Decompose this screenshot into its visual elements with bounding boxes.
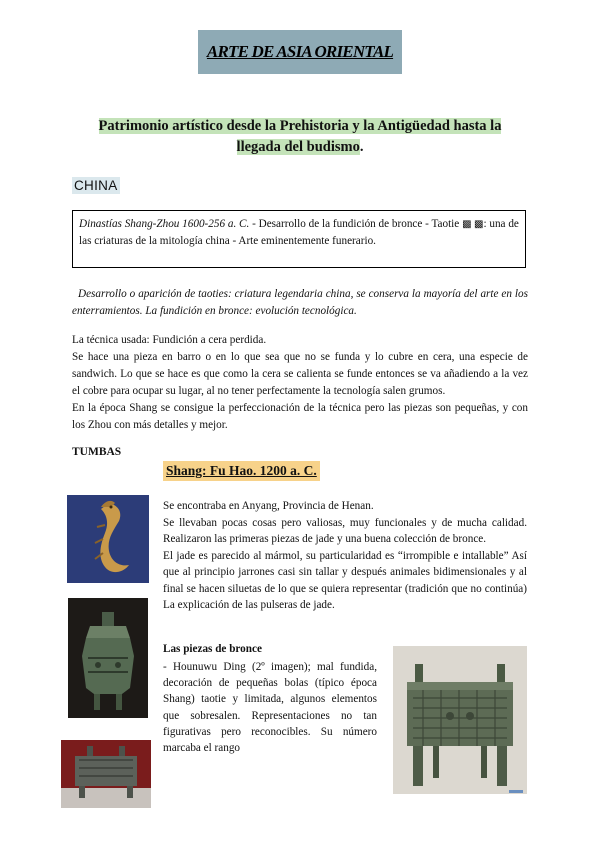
page-title: ARTE DE ASIA ORIENTAL	[206, 42, 394, 61]
technique-p1: La técnica usada: Fundición a cera perdida.	[72, 334, 267, 346]
taotie-icon: ▩ ▩	[462, 219, 484, 230]
bronze-vessel-image	[68, 598, 148, 718]
title-banner	[198, 30, 402, 74]
technique-p3: En la época Shang se consigue la perfeccionación de la técnica pero las piezas son pequeñas, y con los Zhou con más detalles y mejor.	[72, 402, 528, 431]
shang-p1: Se encontraba en Anyang, Provincia de Henan.	[163, 500, 374, 512]
bronze-ding-red-image	[61, 740, 151, 808]
technique-section	[72, 332, 528, 434]
dynasty-text-a: - Desarrollo de la fundición de bronce - Taotie	[249, 218, 463, 230]
dynasty-box	[72, 210, 526, 268]
shang-text	[163, 498, 527, 614]
jade-dragon-image	[67, 495, 149, 583]
subtitle-text: Patrimonio artístico desde la Prehistoria y la Antigüedad hasta la llegada del budismo	[98, 118, 502, 155]
intro-paragraph: Desarrollo o aparición de taoties: criatura legendaria china, se conserva la mayoría del arte en los enterramientos. La fundición en bronce: evolución tecnológica.	[72, 288, 528, 317]
section-heading-china: CHINA	[74, 178, 118, 193]
dynasty-text-b: : una de las criaturas de la mitología china - Arte eminentemente funerario.	[79, 218, 519, 247]
subtitle-end: .	[359, 139, 364, 155]
hounuwu-ding-image	[393, 646, 527, 794]
technique-p2: Se hace una pieza en barro o en lo que sea que no se funda y lo cubre en cera, una especie de sandwich. Lo que se hace es que como la cera se calienta se funde entonces se va añadiendo a la vez el cobre para ocupar su lugar, al no tener perfectamente la tecnología salen grumos.	[72, 351, 528, 397]
shang-p2: Se llevaban pocas cosas pero valiosas, muy funcionales y de mucha calidad. Realizaron las primeras piezas de jade y una buena colección de bronce.	[163, 516, 527, 545]
dynasty-name: Dinastías Shang-Zhou 1600-256 a. C.	[79, 218, 250, 230]
bronce-heading: Las piezas de bronce	[163, 643, 262, 655]
shang-heading: Shang: Fu Hao. 1200 a. C.	[163, 461, 320, 481]
tumbas-label: TUMBAS	[72, 446, 122, 458]
subtitle	[80, 116, 520, 158]
bronce-text: - Hounuwu Ding (2º imagen); mal fundida, decoración de pequeñas bolas (típico época Shang) taotie y limitada, algunos elementos que sobresalen. Representaciones no tan figurativas pero reconocibles. Su número marcaba el rango	[163, 661, 377, 755]
shang-p3: El jade es parecido al mármol, su particularidad es “irrompible e intallable” Así que al principio jarrones casi sin tallar y después animales bidimensionales y al final se hacen siluetas de lo que se quiera representar (tradición que no continúa) La explicación de las pulseras de jade.	[163, 549, 527, 611]
